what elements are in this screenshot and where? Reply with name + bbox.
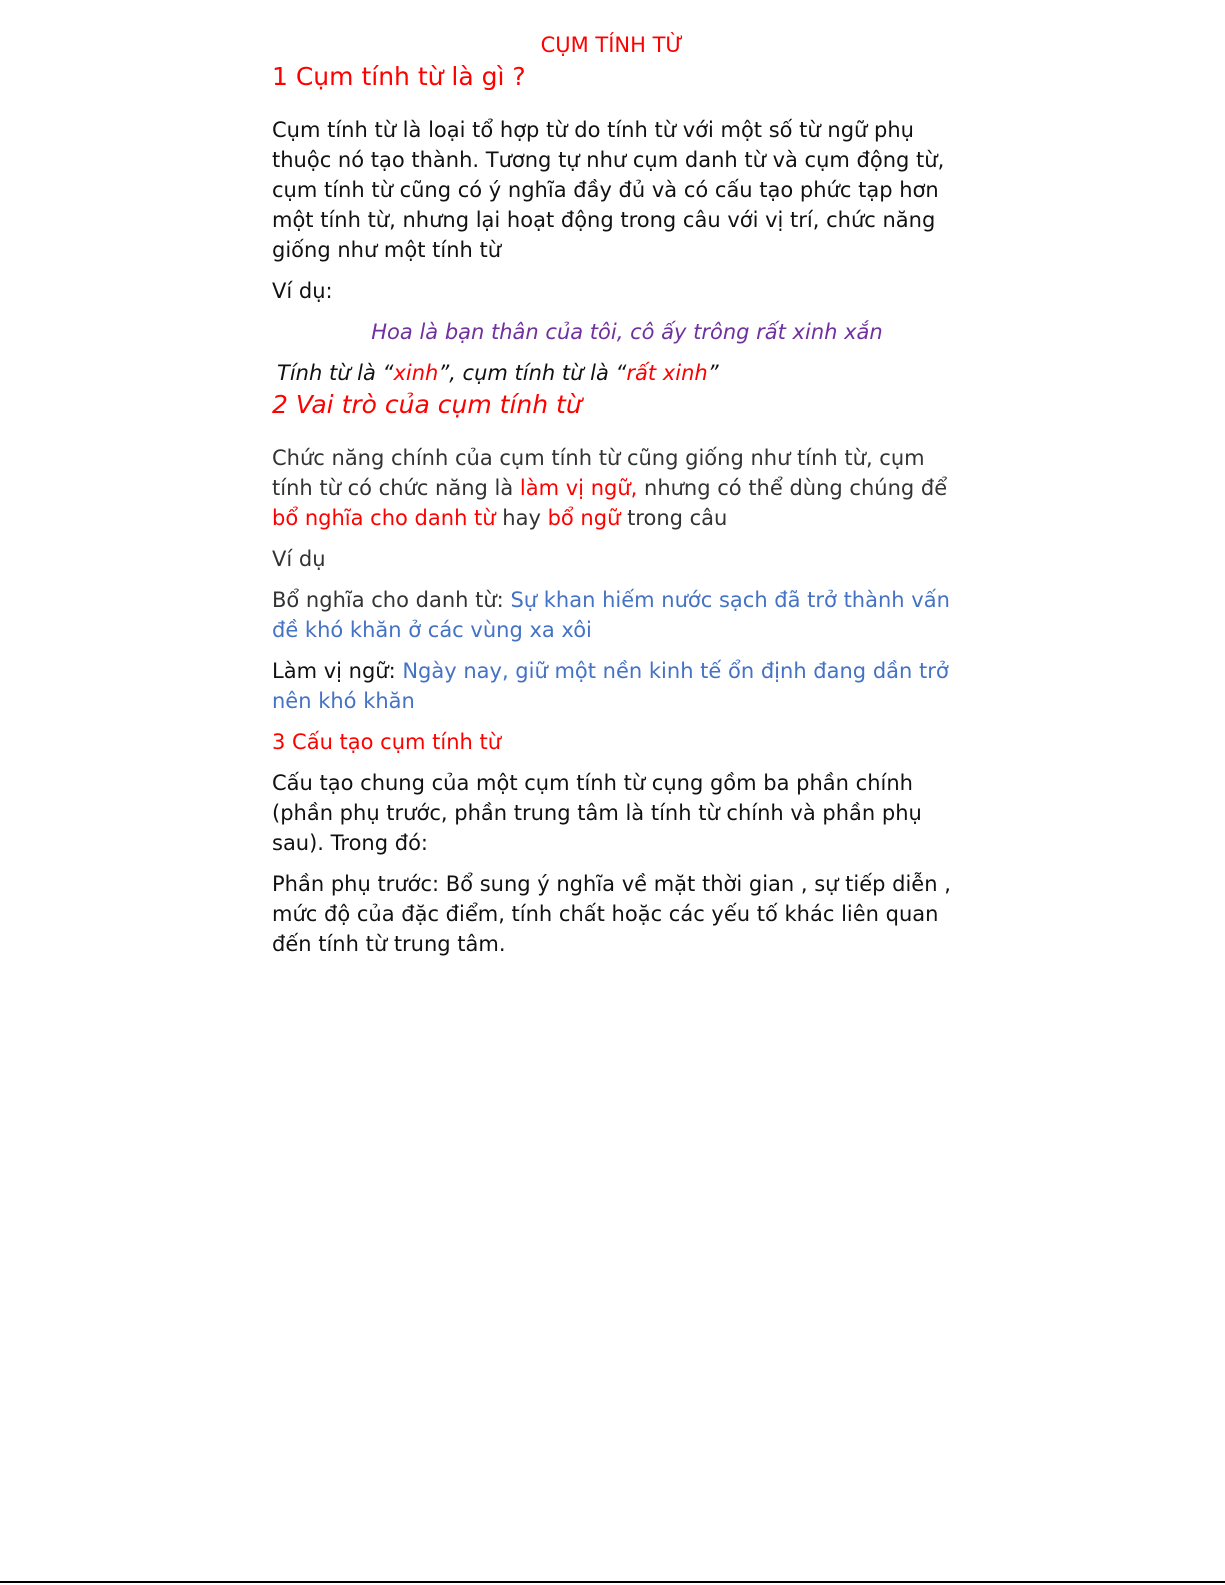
section2-text-part4: trong câu [620,506,728,530]
example1-text: Sự khan hiếm nước sạch đã trở thành vấn đề khó khăn ở các vùng xa xôi [272,588,950,642]
section1-example-label: Ví dụ: [272,279,333,303]
section2-example-label: Ví dụ [272,547,326,571]
section2-example2 [272,656,952,716]
section2-highlight-complement: bổ ngữ [547,506,621,530]
example1-label: Bổ nghĩa cho danh từ: [272,588,511,612]
example2-label: Làm vị ngữ: [272,659,403,683]
explain-adjective: xinh [393,361,439,385]
section2-example1 [272,585,952,645]
document-title: CỤM TÍNH TỪ [540,33,684,57]
section1-explanation [272,358,952,388]
section2-paragraph [272,443,952,533]
page-bottom-border [0,1581,1225,1583]
document-content [272,30,952,970]
explain-text-part3: ” [707,361,719,385]
explain-adjective-phrase: rất xinh [626,361,708,385]
section2-highlight-predicate: làm vị ngữ, [519,476,638,500]
section2-text-part3: hay [495,506,548,530]
section3-paragraph1: Cấu tạo chung của một cụm tính từ cụng gồm ba phần chính (phần phụ trước, phần trung tâm là tính từ chính và phần phụ sau). Trong đó: [272,771,922,855]
section2-text-part1: Chức năng chính của cụm tính từ cũng giống như tính từ, cụm tính từ có chức năng là [272,446,925,500]
section3-heading: 3 Cấu tạo cụm tính từ [272,730,502,754]
section2-highlight-noun-modifier: bổ nghĩa cho danh từ [272,506,496,530]
section1-paragraph: Cụm tính từ là loại tổ hợp từ do tính từ với một số từ ngữ phụ thuộc nó tạo thành. Tương tự như cụm danh từ và cụm động từ, cụm tính từ cũng có ý nghĩa đầy đủ và có cấu tạo phức tạp hơn một tính từ, nhưng lại hoạt động trong câu với vị trí, chức năng giống như một tính từ [272,118,945,262]
example2-text: Ngày nay, giữ một nền kinh tế ổn định đang dần trở nên khó khăn [272,659,949,713]
section2-text-part2: nhưng có thể dùng chúng để [637,476,948,500]
explain-text-part1: Tính từ là “ [277,361,394,385]
explain-text-part2: ”, cụm tính từ là “ [438,361,627,385]
section1-example-sentence: Hoa là bạn thân của tôi, cô ấy trông rất xinh xắn [371,320,883,344]
section2-heading: 2 Vai trò của cụm tính từ [272,390,582,419]
section1-heading: 1 Cụm tính từ là gì ? [272,62,526,91]
section3-paragraph2: Phần phụ trước: Bổ sung ý nghĩa về mặt thời gian , sự tiếp diễn , mức độ của đặc điểm, tính chất hoặc các yếu tố khác liên quan đến tính từ trung tâm. [272,872,951,956]
